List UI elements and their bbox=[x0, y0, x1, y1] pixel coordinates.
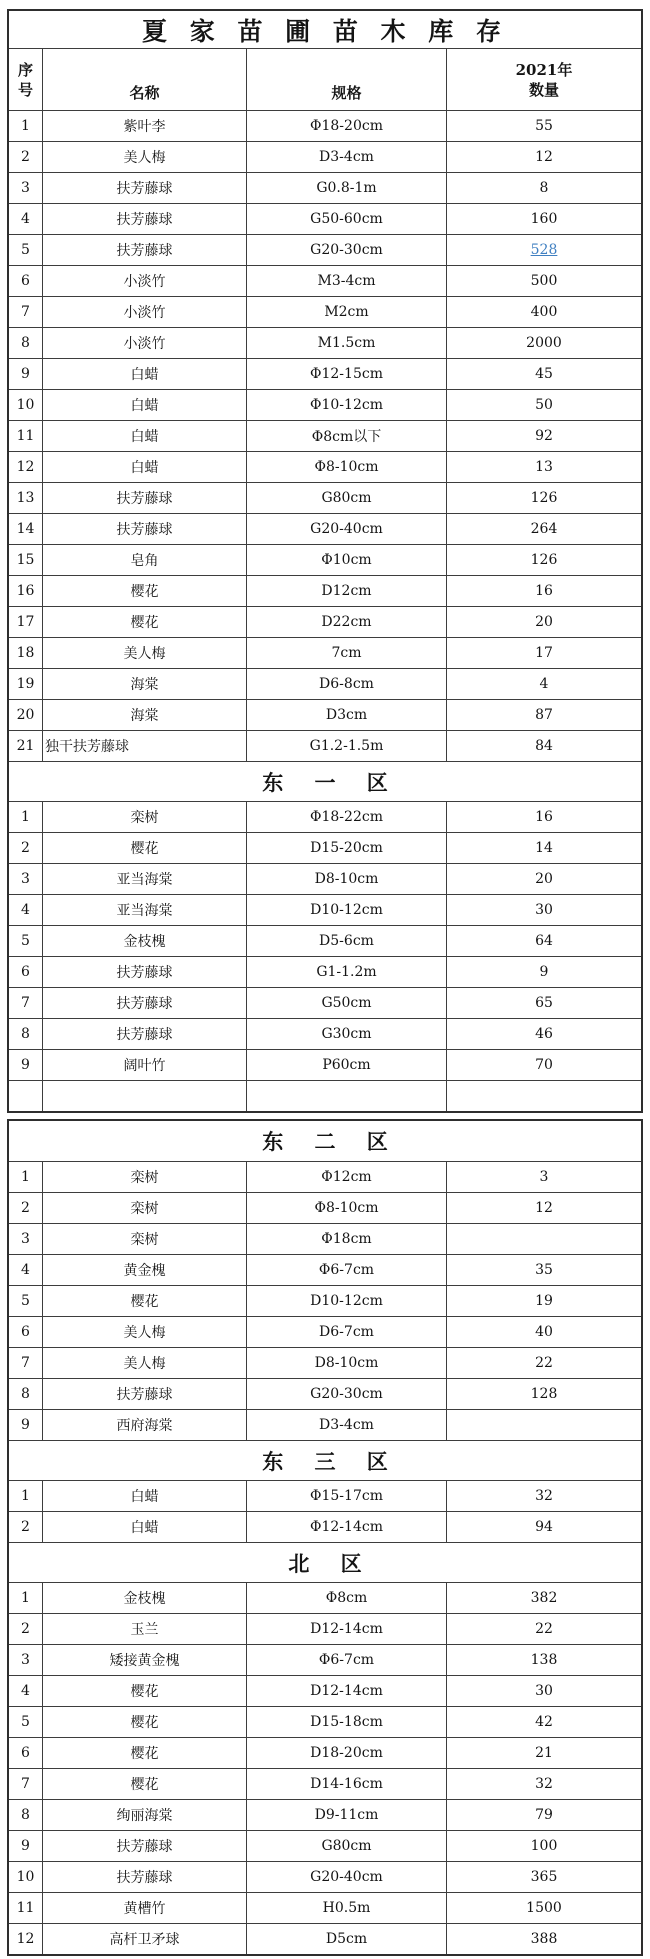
row-qty-cell: 126 bbox=[446, 545, 641, 575]
row-name-cell: 扶芳藤球 bbox=[42, 1862, 246, 1892]
table-row bbox=[9, 389, 641, 420]
table-row bbox=[9, 1737, 641, 1768]
row-name-cell: 黄槽竹 bbox=[42, 1893, 246, 1923]
table-row bbox=[9, 925, 641, 956]
row-index-cell: 5 bbox=[21, 242, 30, 258]
column-header-index-line1: 序 bbox=[17, 60, 33, 79]
row-name-cell: 白蜡 bbox=[42, 359, 246, 389]
row-spec-cell: G20-30cm bbox=[246, 1379, 446, 1409]
row-spec-cell: Φ12-15cm bbox=[246, 359, 446, 389]
row-index-cell: 14 bbox=[16, 521, 35, 537]
row-spec-cell: D22cm bbox=[246, 607, 446, 637]
row-qty-cell: 42 bbox=[446, 1707, 641, 1737]
row-spec-cell: G1.2-1.5m bbox=[246, 731, 446, 761]
row-name-cell: 美人梅 bbox=[42, 1317, 246, 1347]
table-row bbox=[9, 203, 641, 234]
row-name-cell: 金枝槐 bbox=[42, 926, 246, 956]
row-index-cell: 19 bbox=[16, 676, 35, 692]
row-spec-cell: D10-12cm bbox=[246, 1286, 446, 1316]
row-spec-cell: G20-40cm bbox=[246, 1862, 446, 1892]
row-qty-cell: 1500 bbox=[446, 1893, 641, 1923]
section-header: 东 一 区 bbox=[9, 761, 641, 801]
table-block bbox=[7, 1119, 643, 1956]
table-row bbox=[9, 420, 641, 451]
table-title: 夏 家 苗 圃 苗 木 库 存 bbox=[142, 16, 508, 46]
row-name-cell: 海棠 bbox=[42, 700, 246, 730]
table-row bbox=[9, 1480, 641, 1511]
row-name-cell: 高杆卫矛球 bbox=[42, 1924, 246, 1954]
row-name-cell: 小淡竹 bbox=[42, 297, 246, 327]
row-name-cell: 樱花 bbox=[42, 1286, 246, 1316]
column-header-qty bbox=[446, 49, 641, 110]
row-qty-cell: 32 bbox=[446, 1769, 641, 1799]
row-name-cell: 栾树 bbox=[42, 1224, 246, 1254]
row-index-cell: 10 bbox=[16, 1869, 35, 1885]
table-row bbox=[9, 863, 641, 894]
row-spec-cell: Φ10-12cm bbox=[246, 390, 446, 420]
row-index-cell: 5 bbox=[21, 1714, 30, 1730]
row-index-cell: 1 bbox=[21, 809, 30, 825]
table-row bbox=[9, 894, 641, 925]
row-index-cell: 7 bbox=[21, 995, 30, 1011]
row-qty-cell: 12 bbox=[446, 142, 641, 172]
row-spec-cell: G30cm bbox=[246, 1019, 446, 1049]
table-row bbox=[9, 801, 641, 832]
row-qty-cell: 50 bbox=[446, 390, 641, 420]
table-row bbox=[9, 1799, 641, 1830]
row-name-cell: 扶芳藤球 bbox=[42, 1379, 246, 1409]
row-index-cell: 2 bbox=[21, 840, 30, 856]
row-spec-cell: D10-12cm bbox=[246, 895, 446, 925]
row-index-cell: 1 bbox=[21, 118, 30, 134]
row-name-cell: 白蜡 bbox=[42, 421, 246, 451]
row-name-cell: 美人梅 bbox=[42, 638, 246, 668]
row-spec-cell: Φ12-14cm bbox=[246, 1512, 446, 1542]
row-name-cell: 扶芳藤球 bbox=[42, 957, 246, 987]
row-qty-cell: 65 bbox=[446, 988, 641, 1018]
row-spec-cell: G50cm bbox=[246, 988, 446, 1018]
row-name-cell: 金枝槐 bbox=[42, 1583, 246, 1613]
row-index-cell: 16 bbox=[16, 583, 35, 599]
row-qty-cell bbox=[446, 1410, 641, 1440]
row-index-cell: 1 bbox=[21, 1169, 30, 1185]
row-spec-cell: G1-1.2m bbox=[246, 957, 446, 987]
row-qty-cell: 92 bbox=[446, 421, 641, 451]
row-spec-cell: M3-4cm bbox=[246, 266, 446, 296]
row-index-cell: 7 bbox=[21, 1776, 30, 1792]
linked-qty-value[interactable]: 528 bbox=[530, 242, 558, 258]
row-spec-cell: Φ8-10cm bbox=[246, 1193, 446, 1223]
row-qty-cell: 17 bbox=[446, 638, 641, 668]
row-spec-cell: G20-40cm bbox=[246, 514, 446, 544]
row-spec-cell: Φ18cm bbox=[246, 1224, 446, 1254]
row-qty-cell bbox=[446, 235, 641, 265]
row-name-cell: 海棠 bbox=[42, 669, 246, 699]
table-row bbox=[9, 265, 641, 296]
table-row bbox=[9, 1923, 641, 1954]
table-row bbox=[9, 513, 641, 544]
row-index-cell: 9 bbox=[21, 1417, 30, 1433]
row-qty-cell: 45 bbox=[446, 359, 641, 389]
table-row bbox=[9, 1254, 641, 1285]
row-spec-cell: Φ8cm bbox=[246, 1583, 446, 1613]
row-qty-cell: 16 bbox=[446, 802, 641, 832]
row-spec-cell: D15-18cm bbox=[246, 1707, 446, 1737]
table-row bbox=[9, 234, 641, 265]
row-qty-cell: 138 bbox=[446, 1645, 641, 1675]
column-header-qty-line2: 数量 bbox=[528, 80, 559, 99]
row-qty-cell: 14 bbox=[446, 833, 641, 863]
row-qty-cell: 365 bbox=[446, 1862, 641, 1892]
row-name-cell: 白蜡 bbox=[42, 390, 246, 420]
row-qty-cell: 160 bbox=[446, 204, 641, 234]
table-row bbox=[9, 1285, 641, 1316]
row-index-cell: 2 bbox=[21, 1519, 30, 1535]
row-qty-cell: 12 bbox=[446, 1193, 641, 1223]
row-spec-cell: D8-10cm bbox=[246, 1348, 446, 1378]
row-name-cell: 扶芳藤球 bbox=[42, 1019, 246, 1049]
row-spec-cell: G80cm bbox=[246, 483, 446, 513]
row-qty-cell: 79 bbox=[446, 1800, 641, 1830]
row-qty-cell: 70 bbox=[446, 1050, 641, 1080]
table-row bbox=[9, 451, 641, 482]
row-index-cell: 6 bbox=[21, 1745, 30, 1761]
row-index-cell: 5 bbox=[21, 933, 30, 949]
section-header: 东 二 区 bbox=[262, 1129, 400, 1154]
row-name-cell: 白蜡 bbox=[42, 452, 246, 482]
row-name-cell: 樱花 bbox=[42, 576, 246, 606]
row-qty-cell: 22 bbox=[446, 1614, 641, 1644]
row-qty-cell: 382 bbox=[446, 1583, 641, 1613]
row-index-cell: 2 bbox=[21, 1621, 30, 1637]
table-row bbox=[9, 1018, 641, 1049]
row-spec-cell: 7cm bbox=[246, 638, 446, 668]
table-row bbox=[9, 544, 641, 575]
column-header-row bbox=[9, 48, 641, 110]
row-qty-cell: 128 bbox=[446, 1379, 641, 1409]
row-qty-cell: 4 bbox=[446, 669, 641, 699]
row-spec-cell: Φ15-17cm bbox=[246, 1481, 446, 1511]
row-qty-cell: 9 bbox=[446, 957, 641, 987]
row-name-cell: 樱花 bbox=[42, 607, 246, 637]
table-row bbox=[9, 1347, 641, 1378]
row-spec-cell: D3cm bbox=[246, 700, 446, 730]
row-spec-cell: M1.5cm bbox=[246, 328, 446, 358]
table-row bbox=[9, 956, 641, 987]
row-name-cell: 栾树 bbox=[42, 1193, 246, 1223]
table-row bbox=[9, 1223, 641, 1254]
row-spec-cell: Φ8-10cm bbox=[246, 452, 446, 482]
row-index-cell: 8 bbox=[21, 1807, 30, 1823]
table-row bbox=[9, 482, 641, 513]
row-spec-cell: G0.8-1m bbox=[246, 173, 446, 203]
row-qty-cell: 500 bbox=[446, 266, 641, 296]
row-spec-cell: G50-60cm bbox=[246, 204, 446, 234]
table-row bbox=[9, 832, 641, 863]
row-index-cell: 12 bbox=[16, 459, 35, 475]
row-spec-cell: D9-11cm bbox=[246, 1800, 446, 1830]
row-qty-cell: 87 bbox=[446, 700, 641, 730]
row-name-cell: 美人梅 bbox=[42, 142, 246, 172]
row-index-cell: 11 bbox=[16, 1900, 35, 1916]
row-qty-cell: 8 bbox=[446, 173, 641, 203]
section-header: 北 区 bbox=[9, 1542, 641, 1582]
table-row bbox=[9, 141, 641, 172]
row-name-cell: 玉兰 bbox=[42, 1614, 246, 1644]
table-row bbox=[9, 987, 641, 1018]
row-qty-cell bbox=[446, 1224, 641, 1254]
row-spec-cell: H0.5m bbox=[246, 1893, 446, 1923]
row-spec-cell: D6-8cm bbox=[246, 669, 446, 699]
row-spec-cell: Φ18-20cm bbox=[246, 111, 446, 141]
table-row bbox=[9, 699, 641, 730]
row-index-cell bbox=[9, 1081, 42, 1111]
row-name-cell: 栾树 bbox=[42, 1162, 246, 1192]
column-header-name bbox=[42, 49, 246, 110]
row-index-cell: 6 bbox=[21, 964, 30, 980]
table-row bbox=[9, 1316, 641, 1347]
table-row bbox=[9, 172, 641, 203]
row-index-cell: 10 bbox=[16, 397, 35, 413]
table-row bbox=[9, 1613, 641, 1644]
row-index-cell: 9 bbox=[21, 366, 30, 382]
table-row bbox=[9, 668, 641, 699]
row-spec-cell: Φ12cm bbox=[246, 1162, 446, 1192]
row-qty-cell: 40 bbox=[446, 1317, 641, 1347]
row-spec-cell: D18-20cm bbox=[246, 1738, 446, 1768]
table-row bbox=[9, 1080, 641, 1111]
table-row bbox=[9, 1675, 641, 1706]
row-spec-cell bbox=[246, 1081, 446, 1111]
row-spec-cell: D5-6cm bbox=[246, 926, 446, 956]
row-qty-cell: 20 bbox=[446, 864, 641, 894]
table-row bbox=[9, 730, 641, 761]
table-row bbox=[9, 1644, 641, 1675]
row-spec-cell: Φ6-7cm bbox=[246, 1255, 446, 1285]
row-name-cell: 扶芳藤球 bbox=[42, 173, 246, 203]
row-name-cell: 独干扶芳藤球 bbox=[42, 731, 246, 761]
row-qty-cell: 64 bbox=[446, 926, 641, 956]
column-header-index-line2: 号 bbox=[17, 80, 33, 99]
section-header: 东 三 区 bbox=[9, 1440, 641, 1480]
row-index-cell: 18 bbox=[16, 645, 35, 661]
row-qty-cell: 3 bbox=[446, 1162, 641, 1192]
row-name-cell: 阔叶竹 bbox=[42, 1050, 246, 1080]
table-row bbox=[9, 575, 641, 606]
row-index-cell: 17 bbox=[16, 614, 35, 630]
row-qty-cell: 30 bbox=[446, 1676, 641, 1706]
row-spec-cell: G80cm bbox=[246, 1831, 446, 1861]
row-index-cell: 1 bbox=[21, 1590, 30, 1606]
row-spec-cell: Φ6-7cm bbox=[246, 1645, 446, 1675]
table-row bbox=[9, 606, 641, 637]
row-index-cell: 4 bbox=[21, 211, 30, 227]
row-name-cell: 小淡竹 bbox=[42, 266, 246, 296]
row-qty-cell: 388 bbox=[446, 1924, 641, 1954]
row-name-cell: 扶芳藤球 bbox=[42, 1831, 246, 1861]
row-index-cell: 4 bbox=[21, 1262, 30, 1278]
row-index-cell: 6 bbox=[21, 273, 30, 289]
row-name-cell: 扶芳藤球 bbox=[42, 514, 246, 544]
row-name-cell: 黄金槐 bbox=[42, 1255, 246, 1285]
row-index-cell: 6 bbox=[21, 1324, 30, 1340]
row-qty-cell: 30 bbox=[446, 895, 641, 925]
row-spec-cell: D8-10cm bbox=[246, 864, 446, 894]
row-index-cell: 1 bbox=[21, 1488, 30, 1504]
table-row bbox=[9, 1378, 641, 1409]
table-row bbox=[9, 327, 641, 358]
row-spec-cell: D5cm bbox=[246, 1924, 446, 1954]
row-index-cell: 12 bbox=[16, 1931, 35, 1947]
row-name-cell: 美人梅 bbox=[42, 1348, 246, 1378]
row-index-cell: 8 bbox=[21, 1386, 30, 1402]
row-spec-cell: D3-4cm bbox=[246, 142, 446, 172]
row-spec-cell: Φ8cm以下 bbox=[246, 421, 446, 451]
column-header-name-label: 名称 bbox=[129, 84, 160, 102]
row-qty-cell: 84 bbox=[446, 731, 641, 761]
row-name-cell: 樱花 bbox=[42, 833, 246, 863]
row-qty-cell: 400 bbox=[446, 297, 641, 327]
row-spec-cell: D12-14cm bbox=[246, 1614, 446, 1644]
table-block bbox=[7, 9, 643, 1113]
table-row bbox=[9, 1706, 641, 1737]
row-name-cell: 绚丽海棠 bbox=[42, 1800, 246, 1830]
table-row bbox=[9, 358, 641, 389]
column-header-spec bbox=[246, 49, 446, 110]
row-spec-cell: D14-16cm bbox=[246, 1769, 446, 1799]
table-row bbox=[9, 1192, 641, 1223]
row-name-cell: 白蜡 bbox=[42, 1481, 246, 1511]
column-header-spec-label: 规格 bbox=[331, 84, 362, 102]
row-qty-cell: 264 bbox=[446, 514, 641, 544]
row-index-cell: 4 bbox=[21, 1683, 30, 1699]
row-index-cell: 13 bbox=[16, 490, 35, 506]
row-qty-cell bbox=[446, 1081, 641, 1111]
row-qty-cell: 22 bbox=[446, 1348, 641, 1378]
row-qty-cell: 21 bbox=[446, 1738, 641, 1768]
row-name-cell bbox=[42, 1081, 246, 1111]
row-index-cell: 11 bbox=[16, 428, 35, 444]
row-name-cell: 亚当海棠 bbox=[42, 895, 246, 925]
column-header-index bbox=[9, 49, 42, 110]
table-row bbox=[9, 1582, 641, 1613]
table-row bbox=[9, 1409, 641, 1440]
row-spec-cell: D15-20cm bbox=[246, 833, 446, 863]
row-index-cell: 3 bbox=[21, 180, 30, 196]
row-index-cell: 2 bbox=[21, 1200, 30, 1216]
row-spec-cell: Φ10cm bbox=[246, 545, 446, 575]
row-index-cell: 20 bbox=[16, 707, 35, 723]
row-name-cell: 矮接黄金槐 bbox=[42, 1645, 246, 1675]
row-index-cell: 8 bbox=[21, 1026, 30, 1042]
row-index-cell: 15 bbox=[16, 552, 35, 568]
row-index-cell: 5 bbox=[21, 1293, 30, 1309]
row-index-cell: 3 bbox=[21, 1231, 30, 1247]
row-qty-cell: 35 bbox=[446, 1255, 641, 1285]
row-spec-cell: P60cm bbox=[246, 1050, 446, 1080]
row-qty-cell: 46 bbox=[446, 1019, 641, 1049]
row-name-cell: 亚当海棠 bbox=[42, 864, 246, 894]
row-spec-cell: M2cm bbox=[246, 297, 446, 327]
row-index-cell: 3 bbox=[21, 871, 30, 887]
table-row bbox=[9, 1830, 641, 1861]
row-name-cell: 扶芳藤球 bbox=[42, 988, 246, 1018]
row-spec-cell: D12-14cm bbox=[246, 1676, 446, 1706]
table-row bbox=[9, 1892, 641, 1923]
row-index-cell: 2 bbox=[21, 149, 30, 165]
row-name-cell: 樱花 bbox=[42, 1769, 246, 1799]
row-spec-cell: D12cm bbox=[246, 576, 446, 606]
row-qty-cell: 55 bbox=[446, 111, 641, 141]
table-row bbox=[9, 1861, 641, 1892]
row-index-cell: 3 bbox=[21, 1652, 30, 1668]
table-row bbox=[9, 1768, 641, 1799]
table-row bbox=[9, 1511, 641, 1542]
row-name-cell: 皂角 bbox=[42, 545, 246, 575]
row-index-cell: 9 bbox=[21, 1057, 30, 1073]
row-name-cell: 扶芳藤球 bbox=[42, 483, 246, 513]
row-name-cell: 栾树 bbox=[42, 802, 246, 832]
row-spec-cell: D6-7cm bbox=[246, 1317, 446, 1347]
row-name-cell: 扶芳藤球 bbox=[42, 235, 246, 265]
row-name-cell: 小淡竹 bbox=[42, 328, 246, 358]
row-index-cell: 21 bbox=[16, 738, 35, 754]
row-qty-cell: 19 bbox=[446, 1286, 641, 1316]
row-spec-cell: D3-4cm bbox=[246, 1410, 446, 1440]
row-qty-cell: 100 bbox=[446, 1831, 641, 1861]
row-spec-cell: Φ18-22cm bbox=[246, 802, 446, 832]
row-name-cell: 紫叶李 bbox=[42, 111, 246, 141]
column-header-qty-line1: 2021年 bbox=[515, 60, 573, 79]
row-name-cell: 樱花 bbox=[42, 1707, 246, 1737]
row-index-cell: 4 bbox=[21, 902, 30, 918]
row-name-cell: 樱花 bbox=[42, 1738, 246, 1768]
table-row bbox=[9, 1049, 641, 1080]
row-name-cell: 扶芳藤球 bbox=[42, 204, 246, 234]
row-index-cell: 8 bbox=[21, 335, 30, 351]
row-qty-cell: 94 bbox=[446, 1512, 641, 1542]
row-qty-cell: 20 bbox=[446, 607, 641, 637]
row-index-cell: 9 bbox=[21, 1838, 30, 1854]
row-name-cell: 白蜡 bbox=[42, 1512, 246, 1542]
row-name-cell: 樱花 bbox=[42, 1676, 246, 1706]
table-row bbox=[9, 1161, 641, 1192]
row-qty-cell: 13 bbox=[446, 452, 641, 482]
row-spec-cell: G20-30cm bbox=[246, 235, 446, 265]
row-qty-cell: 32 bbox=[446, 1481, 641, 1511]
table-row bbox=[9, 110, 641, 141]
table-row bbox=[9, 637, 641, 668]
row-index-cell: 7 bbox=[21, 304, 30, 320]
table-row bbox=[9, 296, 641, 327]
row-index-cell: 7 bbox=[21, 1355, 30, 1371]
row-name-cell: 西府海棠 bbox=[42, 1410, 246, 1440]
row-qty-cell: 2000 bbox=[446, 328, 641, 358]
row-qty-cell: 126 bbox=[446, 483, 641, 513]
row-qty-cell: 16 bbox=[446, 576, 641, 606]
